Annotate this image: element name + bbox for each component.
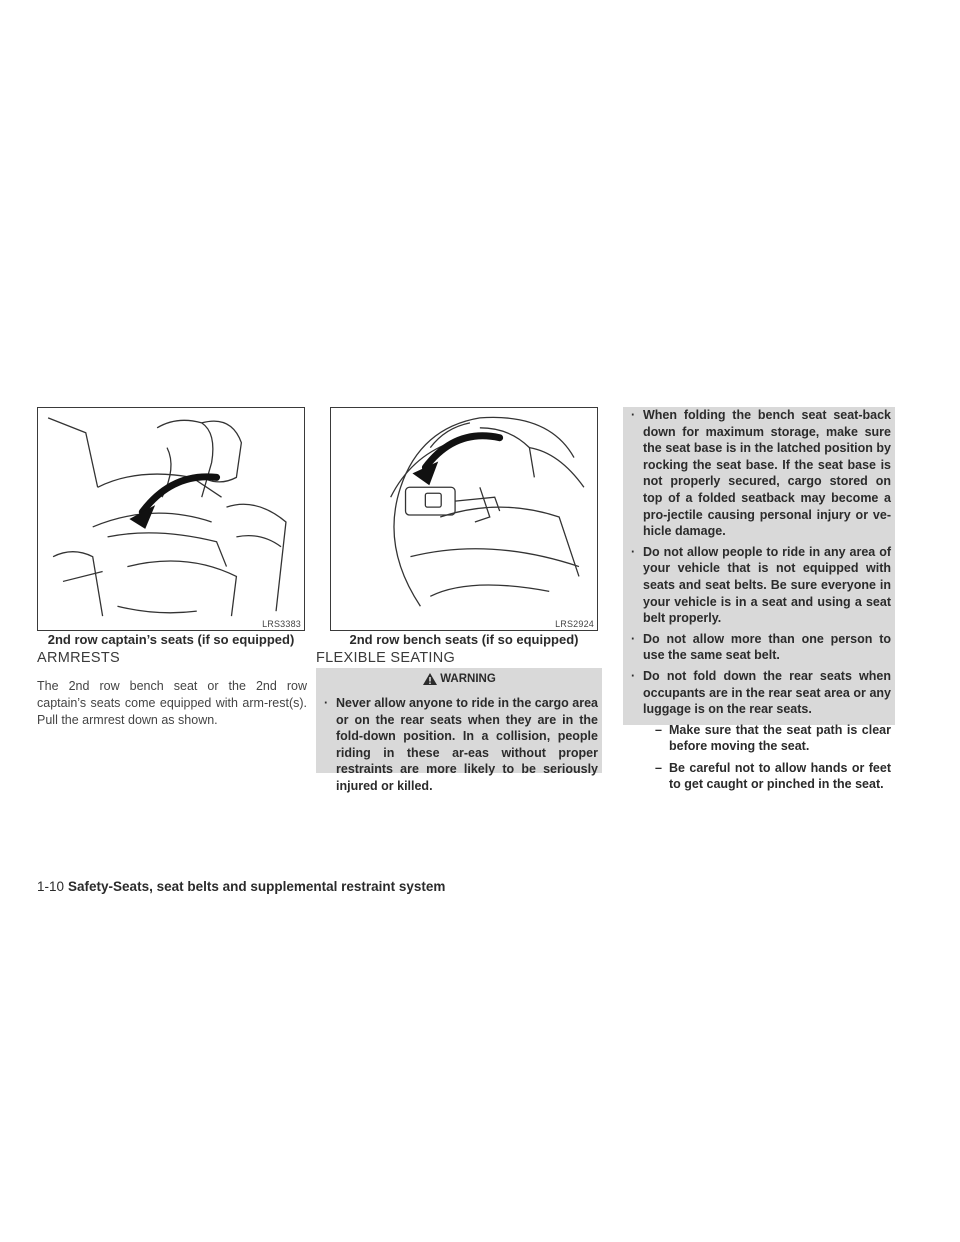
armrests-heading: ARMRESTS — [37, 650, 120, 666]
figure-code: LRS3383 — [262, 619, 301, 629]
list-item: · Never allow anyone to ride in the cargo area or on the rear seats when they are in the fold-down position. In a collision, people riding in these ar-eas without proper restraints are more likely to be seriously injured or killed. — [324, 696, 598, 793]
figure-bench-seats — [330, 407, 598, 631]
figure-caption: 2nd row captain’s seats (if so equipped) — [47, 632, 295, 647]
sub-list — [643, 722, 891, 793]
sub-bullet-text: Be careful not to allow hands or feet to get caught or pinched in the seat. — [669, 760, 891, 792]
page-number: 1-10 — [37, 879, 65, 894]
list-item: · When folding the bench seat seat-back down for maximum storage, make sure the seat base is in the latched position by rocking the seat base. If the seat base is not properly secured, cargo stored on top of a folded seatback may become a pro-jectile causing personal injury or ve-hicle damage. — [631, 408, 891, 539]
page-footer — [37, 879, 445, 894]
warning-header — [316, 668, 602, 690]
warning-icon — [422, 672, 438, 686]
sub-list-item: – Be careful not to allow hands or feet to get caught or pinched in the seat. — [655, 760, 891, 792]
figure-caption: 2nd row bench seats (if so equipped) — [349, 632, 579, 647]
list-item: · Do not allow people to ride in any area of your vehicle that is not equipped with seats and seat belts. Be sure everyone in your vehicle is in a seat and using a seat belt properly. — [631, 544, 891, 626]
bullet-text: Do not allow more than one person to use the same seat belt. — [643, 631, 891, 663]
bench-seat-illustration — [331, 408, 597, 630]
captains-seat-illustration — [38, 408, 304, 630]
warning-continued-list — [629, 407, 891, 798]
warning-label: WARNING — [440, 673, 496, 685]
list-item: · Do not fold down the rear seats when occupants are in the rear seat area or any luggage is on the rear seats. – Make sure that the seat path is clear before moving the seat. – Be careful not to allow hands or feet to get caught or pinched in the seat. — [631, 668, 891, 792]
sub-list-item: – Make sure that the seat path is clear before moving the seat. — [655, 722, 891, 754]
sub-bullet-text: Make sure that the seat path is clear before moving the seat. — [669, 722, 891, 754]
figure-code: LRS2924 — [555, 619, 594, 629]
bullet-text: Never allow anyone to ride in the cargo area or on the rear seats when they are in the fold-down position. In a collision, people riding in these ar-eas without proper restraints are more likely to be seriously injured or killed. — [336, 696, 598, 793]
figure-captains-seats — [37, 407, 305, 631]
warning-list — [322, 695, 598, 799]
list-item: · Do not allow more than one person to use the same seat belt. — [631, 631, 891, 663]
armrests-body: The 2nd row bench seat or the 2nd row captain’s seats come equipped with arm-rest(s). Pull the armrest down as shown. — [37, 679, 307, 727]
bullet-text: When folding the bench seat seat-back down for maximum storage, make sure the seat base is in the latched position by rocking the seat base. If the seat base is not properly secured, cargo stored on top of a folded seatback may become a pro-jectile causing personal injury or ve-hicle damage. — [643, 408, 891, 539]
flexible-seating-heading: FLEXIBLE SEATING — [316, 650, 456, 666]
bullet-text: Do not allow people to ride in any area of your vehicle that is not equipped with seats and seat belts. Be sure everyone in your vehicle is in a seat and using a seat belt properly. — [643, 544, 891, 626]
section-title: Safety-Seats, seat belts and supplemental restraint system — [68, 879, 446, 894]
bullet-text: Do not fold down the rear seats when occupants are in the rear seat area or any luggage is on the rear seats. — [643, 668, 891, 717]
